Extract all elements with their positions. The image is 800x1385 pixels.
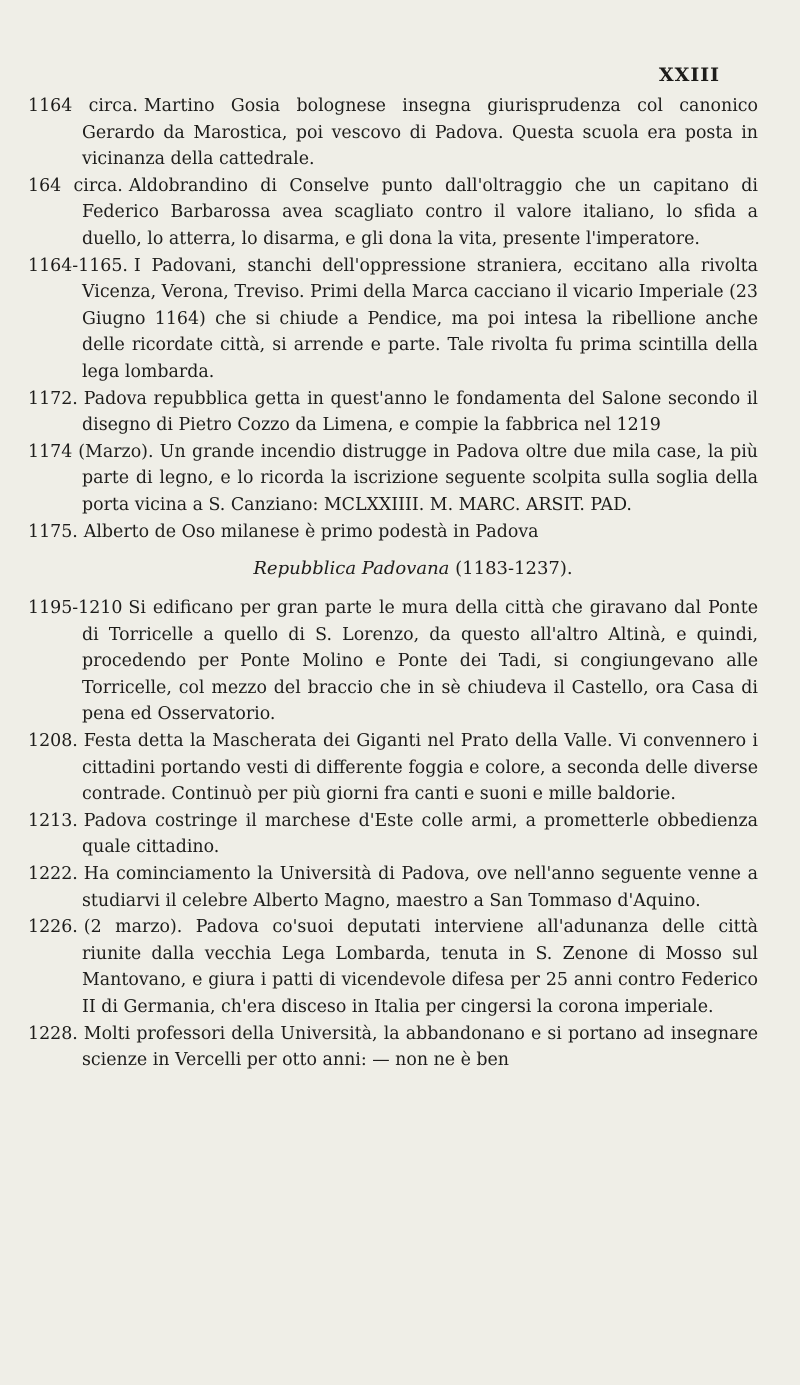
entry-year: 164 circa. [28, 175, 123, 196]
chronology-entry [28, 386, 758, 439]
chronology-entry [28, 173, 758, 253]
chronology-entry [28, 914, 758, 1020]
entry-text: (Marzo). Un grande incendio distrugge in Padova oltre due mila case, la più parte di legno, e lo ricorda la iscrizione seguente scolpita sulla soglia della porta vicina a S. Canziano: MCLXXIIII. M. MARC. ARSIT. PAD. [78, 441, 758, 515]
entry-year: 1164 circa. [28, 96, 138, 116]
chronology-entry [28, 728, 758, 808]
section-range: (1183-1237). [455, 558, 573, 580]
entry-year: 1164-1165. [28, 255, 128, 276]
entry-year: 1175. [28, 521, 78, 542]
chronology-entry [28, 808, 758, 861]
chronology [28, 93, 758, 1074]
entry-year: 1222. [28, 864, 78, 885]
entry-year: 1195-1210 [28, 598, 123, 619]
entry-year: 1213. [28, 810, 78, 831]
section-heading [68, 555, 758, 583]
entry-text: Padova costringe il marchese d'Este colle armi, a prometterle obbedienza quale cittadino. [82, 810, 758, 858]
entry-text: I Padovani, stanchi dell'oppressione straniera, eccitano alla rivolta Vicenza, Verona, Treviso. Primi della Marca cacciano il vicario Imperiale (23 Giugno 1164) che si chiude a Pendice, ma poi intesa la ribellione anche delle ricordate città, si arrende e parte. Tale rivolta fu prima scintilla della lega lombarda. [82, 255, 758, 382]
chronology-entry [28, 1021, 758, 1074]
chronology-entry [28, 519, 758, 546]
entry-text: Ha cominciamento la Università di Padova, ove nell'anno seguente venne a studiarvi il celebre Alberto Magno, maestro a San Tommaso d'Aquino. [82, 864, 758, 911]
entry-year: 1174 [28, 441, 73, 462]
entry-text: Molti professori della Università, la abbandonano e si portano ad insegnare scienze in Vercelli per otto anni: — non ne è ben [82, 1023, 758, 1071]
entry-text: Padova repubblica getta in quest'anno le fondamenta del Salone secondo il disegno di Pietro Cozzo da Limena, e compie la fabbrica nel 1219 [82, 388, 758, 436]
entry-text: Martino Gosia bolognese insegna giurisprudenza col canonico Gerardo da Marostica, poi vescovo di Padova. Questa scuola era posta in vicinanza della cattedrale. [82, 96, 758, 170]
chronology-entry [28, 93, 758, 173]
entry-text: Aldobrandino di Conselve punto dall'oltraggio che un capitano di Federico Barbarossa avea scagliato contro il valore italiano, lo sfida a duello, lo atterra, lo disarma, e gli dona la vita, presente l'imperatore. [82, 175, 758, 249]
entries-after [28, 595, 758, 1074]
chronology-entry [28, 253, 758, 386]
entry-year: 1226. [28, 917, 78, 938]
chronology-entry [28, 595, 758, 728]
entry-text: Si edificano per gran parte le mura della città che giravano dal Ponte di Torricelle a quello di S. Lorenzo, da questo all'altro Altinà, e quindi, procedendo per Ponte Molino e Ponte dei Tadi, si congiungevano alle Torricelle, col mezzo del braccio che in sè chiudeva il Castello, ora Casa di pena ed Osservatorio. [82, 598, 758, 725]
entry-text: Festa detta la Mascherata dei Giganti nel Prato della Valle. Vi convennero i cittadini portando vesti di differente foggia e colore, a seconda delle diverse contrade. Continuò per più giorni fra canti e suoni e mille baldorie. [82, 731, 758, 805]
chronology-entry [28, 439, 758, 519]
entry-text: (2 marzo). Padova co'suoi deputati interviene all'adunanza delle città riunite dalla vecchia Lega Lombarda, tenuta in S. Zenone di Mosso sul Mantovano, e giura i patti di vicendevole difesa per 25 anni contro Federico II di Germania, ch'era disceso in Italia per cingersi la corona imperiale. [82, 917, 758, 1017]
entries-before [28, 93, 758, 545]
entry-year: 1172. [28, 388, 78, 409]
entry-text: Alberto de Oso milanese è primo podestà in Padova [83, 521, 539, 542]
chronology-entry [28, 861, 758, 914]
section-title: Repubblica Padovana [253, 558, 450, 580]
entry-year: 1208. [28, 731, 78, 752]
entry-year: 1228. [28, 1023, 78, 1044]
page-number: XXIII [658, 64, 720, 86]
